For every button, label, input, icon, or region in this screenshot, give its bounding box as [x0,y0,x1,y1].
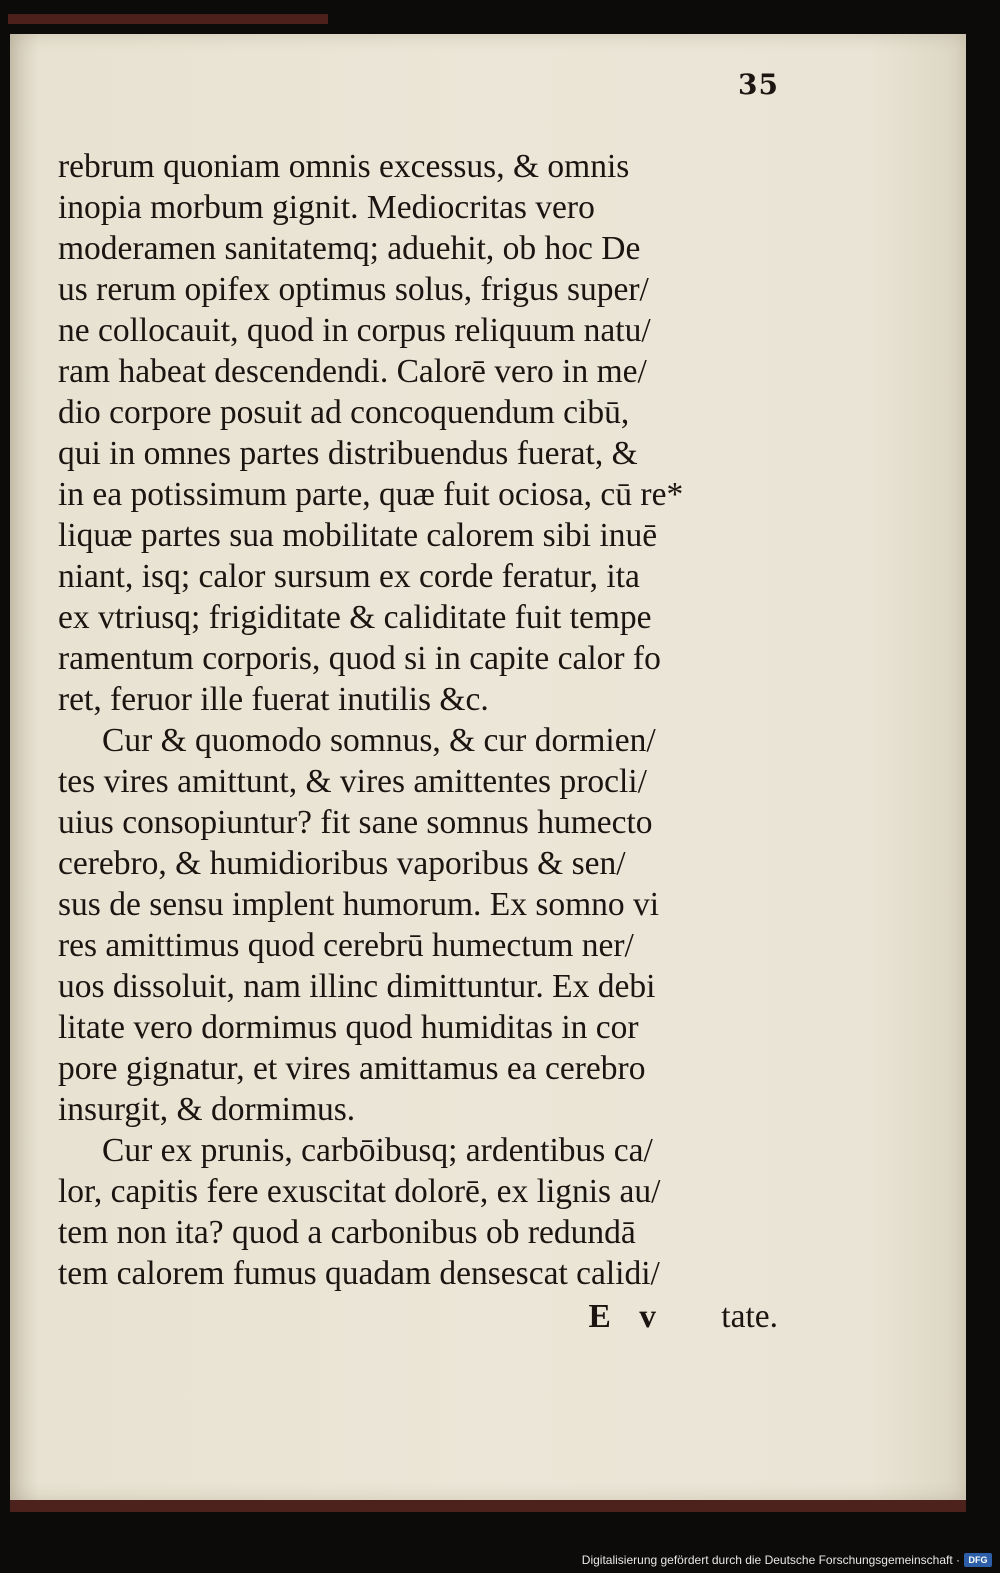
text-line: qui in omnes partes distribuendus fuerat, & [58,435,638,472]
binding-edge-top [8,14,328,24]
text-line: inopia morbum gignit. Mediocritas vero [58,189,595,226]
text-line: tem calorem fumus quadam densescat calidi/ [58,1255,660,1292]
text-line: ne collocauit, quod in corpus reliquum natu/ [58,312,651,349]
text-line: dio corpore posuit ad concoquendum cibū, [58,394,630,431]
signature-mark: E v [588,1298,666,1335]
body-text [58,146,788,1294]
text-line: tem non ita? quod a carbonibus ob redundā [58,1214,636,1251]
text-line: in ea potissimum parte, quæ fuit ociosa, cū re* [58,476,684,513]
text-line: pore gignatur, et vires amittamus ea cerebro [58,1050,646,1087]
text-line: rebrum quoniam omnis excessus, & omnis [58,148,630,185]
text-line: res amittimus quod cerebrū humectum ner/ [58,927,634,964]
text-line: uius consopiuntur? fit sane somnus humecto [58,804,653,841]
text-line: liquæ partes sua mobilitate calorem sibi inuē [58,517,658,554]
catchword: tate. [721,1298,778,1335]
text-line: uos dissoluit, nam illinc dimittuntur. Ex debi [58,968,656,1005]
text-line: ex vtriusq; frigiditate & caliditate fuit tempe [58,599,652,636]
text-line: litate vero dormimus quod humiditas in cor [58,1009,639,1046]
text-line: insurgit, & dormimus. [58,1091,356,1128]
text-line: niant, isq; calor sursum ex corde feratur, ita [58,558,640,595]
paragraph-start-line: Cur ex prunis, carbōibusq; ardentibus ca/ [102,1132,653,1169]
text-line: moderamen sanitatemq; aduehit, ob hoc De [58,230,641,267]
text-line: us rerum opifex optimus solus, frigus super/ [58,271,649,308]
text-line: sus de sensu implent humorum. Ex somno vi [58,886,660,923]
text-line: tes vires amittunt, & vires amittentes procli/ [58,763,647,800]
page-number: 35 [738,68,779,101]
footer-bar [0,1550,1000,1573]
text-line: cerebro, & humidioribus vaporibus & sen/ [58,845,626,882]
dfg-logo-icon: DFG [964,1553,992,1567]
text-line: ram habeat descendendi. Calorē vero in me/ [58,353,647,390]
text-line: ramentum corporis, quod si in capite calor fo [58,640,661,677]
paragraph-start-line: Cur & quomodo somnus, & cur dormien/ [102,722,656,759]
text-line: ret, feruor ille fuerat inutilis &c. [58,681,489,718]
funding-credit: Digitalisierung gefördert durch die Deutsche Forschungsgemeinschaft · [581,1553,960,1567]
binding-edge-bottom [10,1500,966,1512]
text-line: lor, capitis fere exuscitat dolorē, ex lignis au/ [58,1173,661,1210]
